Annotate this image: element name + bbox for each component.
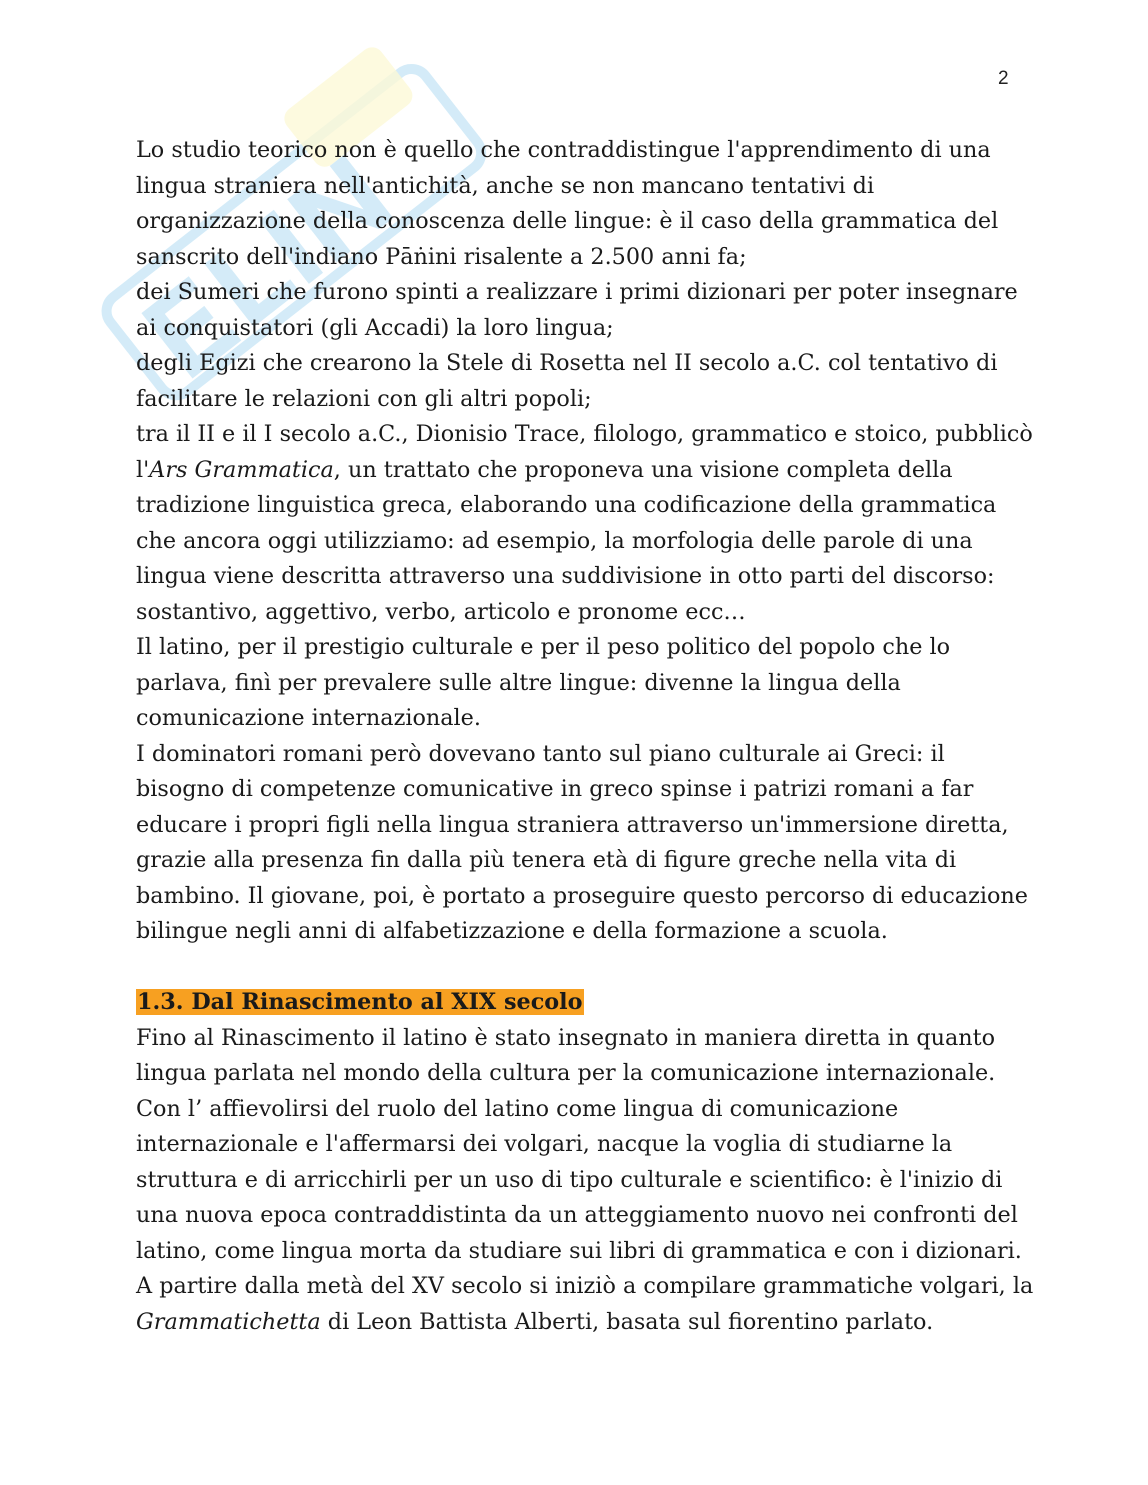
text-line: tra il II e il I secolo a.C., Dionisio Trace, filologo, grammatico e stoico, pubblicò: [136, 421, 1033, 447]
section-renaissance: [136, 985, 1034, 1340]
text-line: dei Sumeri che furono spinti a realizzare i primi dizionari per poter insegnare: [136, 279, 1018, 305]
text-line: comunicazione internazionale.: [136, 705, 481, 731]
text-line: bilingue negli anni di alfabetizzazione e della formazione a scuola.: [136, 918, 888, 944]
section-heading: 1.3. Dal Rinascimento al XIX secolo: [137, 989, 583, 1015]
text-line: Con l’ affievolirsi del ruolo del latino come lingua di comunicazione: [136, 1095, 899, 1122]
document-body: [136, 133, 1034, 1340]
text-line: degli Egizi che crearono la Stele di Rosetta nel II secolo a.C. col tentativo di: [136, 350, 998, 376]
text-line: grazie alla presenza fin dalla più tenera età di figure greche nella vita di: [136, 847, 957, 873]
text-fragment: l': [136, 456, 150, 483]
page-number: 2: [998, 68, 1009, 89]
text-line: Fino al Rinascimento il latino è stato insegnato in maniera diretta in quanto: [136, 1024, 996, 1051]
text-line: lingua straniera nell'antichità, anche se non mancano tentativi di: [136, 172, 875, 199]
text-line: parlava, finì per prevalere sulle altre lingue: divenne la lingua della: [136, 669, 901, 696]
text-line: una nuova epoca contraddistinta da un atteggiamento nuovo nei confronti del: [136, 1202, 1018, 1228]
text-line: tradizione linguistica greca, elaborando una codificazione della grammatica: [136, 492, 997, 518]
text-line: latino, come lingua morta da studiare sui libri di grammatica e con i dizionari.: [136, 1237, 1022, 1264]
text-line: lingua viene descritta attraverso una suddivisione in otto parti del discorso:: [136, 563, 995, 589]
text-line: Il latino, per il prestigio culturale e per il peso politico del popolo che lo: [136, 634, 951, 660]
text-line: A partire dalla metà del XV secolo si iniziò a compilare grammatiche volgari, la: [136, 1273, 1034, 1299]
section-heading-line: [136, 985, 1016, 1021]
text-line: ai conquistatori (gli Accadi) la loro lingua;: [136, 314, 614, 341]
text-line: I dominatori romani però dovevano tanto sul piano culturale ai Greci: il: [136, 740, 945, 767]
paragraph-spacer: [136, 950, 1016, 986]
text-line: facilitare le relazioni con gli altri popoli;: [136, 385, 592, 412]
book-title: Grammatichetta: [136, 1308, 321, 1335]
text-line: bambino. Il giovane, poi, è portato a proseguire questo percorso di educazione: [136, 882, 1028, 909]
text-line: bisogno di competenze comunicative in greco spinse i patrizi romani a far: [136, 776, 974, 802]
text-line: [136, 453, 1016, 489]
text-line: organizzazione della conoscenza delle lingue: è il caso della grammatica del: [136, 208, 999, 234]
text-fragment: , un trattato che proponeva una visione completa della: [333, 456, 953, 483]
text-line: sostantivo, aggettivo, verbo, articolo e pronome ecc…: [136, 598, 746, 625]
text-line: internazionale e l'affermarsi dei volgari, nacque la voglia di studiarne la: [136, 1131, 953, 1157]
text-line: struttura e di arricchirli per un uso di tipo culturale e scientifico: è l'inizio di: [136, 1166, 1003, 1193]
text-line: lingua parlata nel mondo della cultura per la comunicazione internazionale.: [136, 1060, 996, 1086]
text-line: educare i propri figli nella lingua straniera attraverso un'immersione diretta,: [136, 811, 1009, 838]
text-fragment: di Leon Battista Alberti, basata sul fiorentino parlato.: [320, 1308, 934, 1335]
paragraph-antiquity: [136, 133, 1033, 950]
book-title: Ars Grammatica: [149, 456, 334, 483]
text-line: sanscrito dell'indiano Pāṅini risalente a 2.500 anni fa;: [136, 243, 747, 270]
text-line: che ancora oggi utilizziamo: ad esempio, la morfologia delle parole di una: [136, 527, 973, 554]
text-line: [136, 1305, 1016, 1341]
text-line: Lo studio teorico non è quello che contraddistingue l'apprendimento di una: [136, 137, 991, 163]
